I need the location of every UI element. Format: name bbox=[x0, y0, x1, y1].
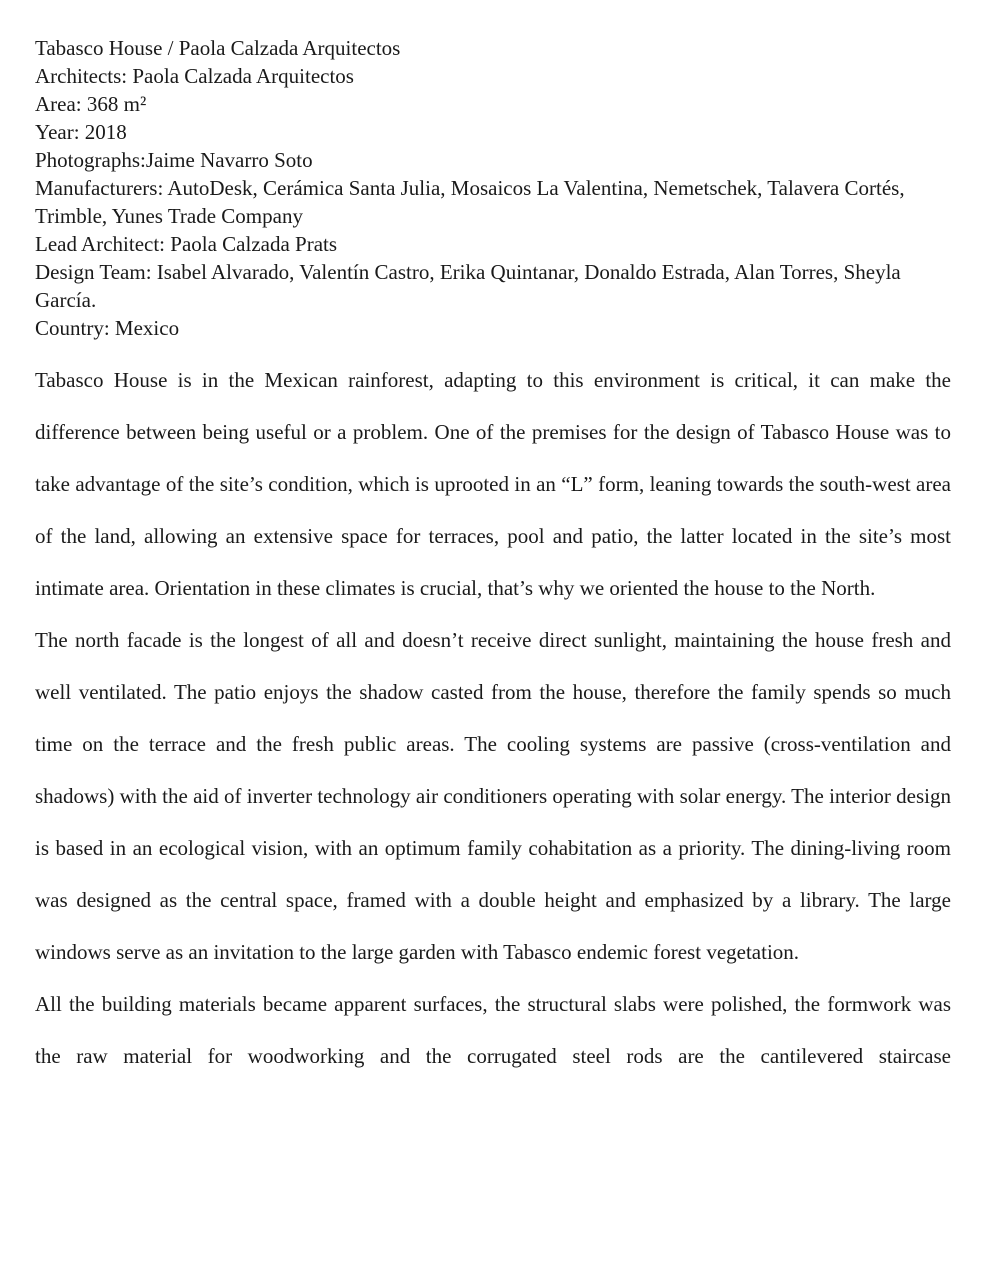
manufacturers-line: Manufacturers: AutoDesk, Cerámica Santa Julia, Mosaicos La Valentina, Nemetschek, Talavera Cortés, Trimble, Yunes Trade Company bbox=[35, 176, 905, 228]
architects-line: Architects: Paola Calzada Arquitectos bbox=[35, 64, 354, 88]
design-team-line: Design Team: Isabel Alvarado, Valentín Castro, Erika Quintanar, Donaldo Estrada, Alan Torres, Sheyla García. bbox=[35, 260, 901, 312]
project-title: Tabasco House / Paola Calzada Arquitectos bbox=[35, 36, 401, 60]
country-line: Country: Mexico bbox=[35, 316, 180, 340]
year-line: Year: 2018 bbox=[35, 120, 127, 144]
paragraph-2: The north facade is the longest of all and doesn’t receive direct sunlight, maintaining the house fresh and well ventilated. The patio enjoys the shadow casted from the house, therefore the family spends so much time on the terrace and the fresh public areas. The cooling systems are passive (cross-ventilation and shadows) with the aid of inverter technology air conditioners operating with solar energy. The interior design is based in an ecological vision, with an optimum family cohabitation as a priority. The dining-living room was designed as the central space, framed with a double height and emphasized by a library. The large windows serve as an invitation to the large garden with Tabasco endemic forest vegetation. bbox=[35, 628, 951, 964]
lead-architect-line: Lead Architect: Paola Calzada Prats bbox=[35, 232, 338, 256]
paragraph-1: Tabasco House is in the Mexican rainforest, adapting to this environment is critical, it can make the difference between being useful or a problem. One of the premises for the design of Tabasco House was to take advantage of the site’s condition, which is uprooted in an “L” form, leaning towards the south-west area of the land, allowing an extensive space for terraces, pool and patio, the latter located in the site’s most intimate area. Orientation in these climates is crucial, that’s why we oriented the house to the North. bbox=[35, 368, 951, 600]
paragraph-3: All the building materials became apparent surfaces, the structural slabs were polished, the formwork was the raw material for woodworking and the corrugated steel rods are the cantilevered staircase bbox=[35, 992, 951, 1068]
photographs-line: Photographs:Jaime Navarro Soto bbox=[35, 148, 313, 172]
project-info bbox=[35, 34, 951, 342]
document-page bbox=[35, 34, 951, 1082]
description-body bbox=[35, 354, 951, 1082]
area-line: Area: 368 m² bbox=[35, 92, 147, 116]
